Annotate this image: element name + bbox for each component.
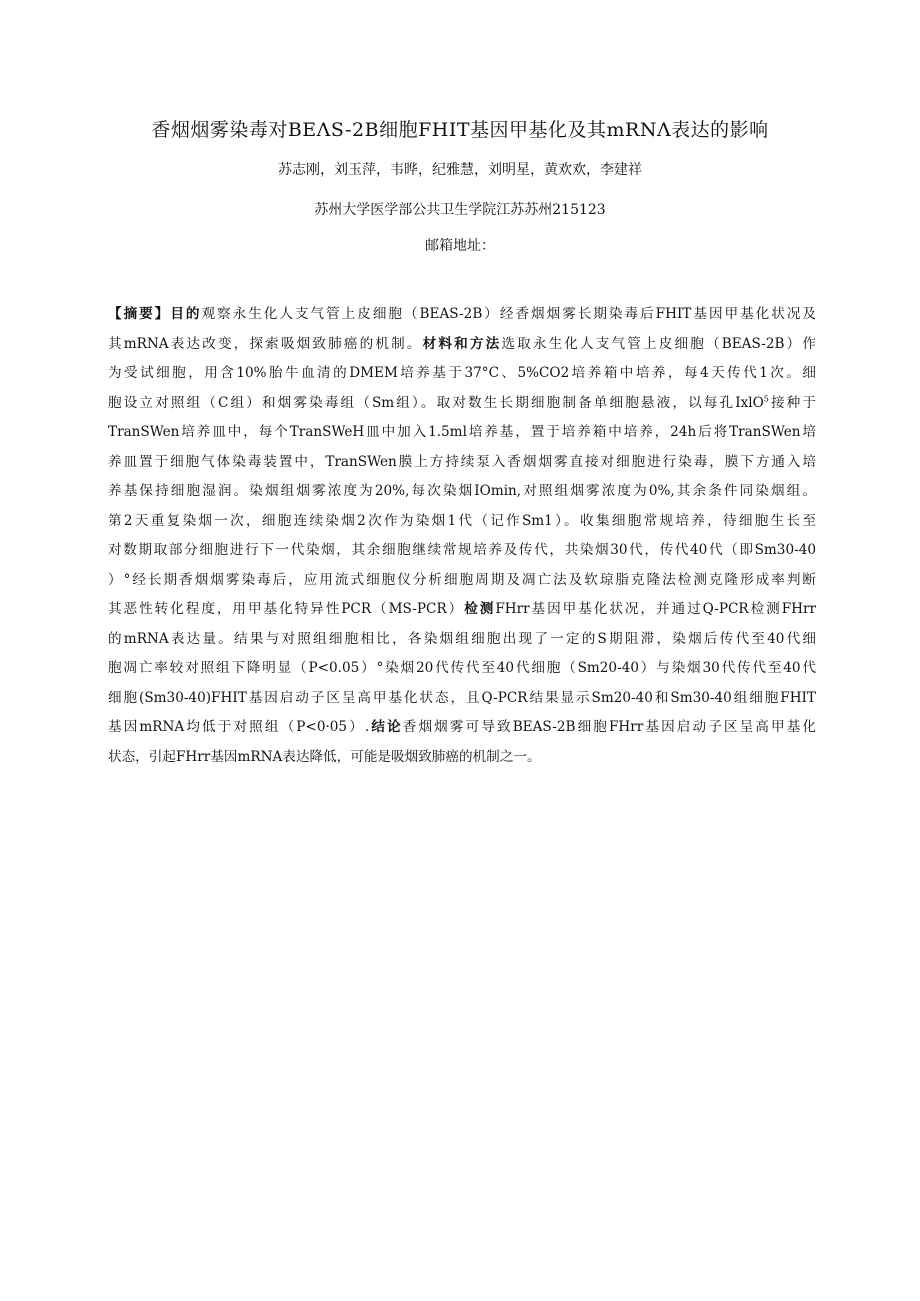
affiliation: 苏州大学医学部公共卫生学院江苏苏州215123 (314, 202, 606, 218)
abstract-line: 对数期取部分细胞进行下一代染烟，其余细胞继续常规培养及传代，共染烟30代，传代40代（即Sm30-40 (108, 542, 816, 558)
abstract-text: 胞设立对照组（C组）和烟雾染毒组（Sm组）。取对数生长期细胞制备单细胞悬液，以每孔IxlO (108, 394, 764, 411)
purpose-label: 目的 (170, 306, 202, 322)
abstract-line: 状态，引起FHrr基因mRNA表达降低，可能是吸烟致肺癌的机制之一。 (108, 748, 541, 765)
abstract-line: 胞凋亡率较对照组下降明显（P<0.05）°染烟20代传代至40代细胞（Sm20-40）与染烟30代传代至40代 (108, 660, 816, 676)
abstract-line: 第2天重复染烟一次，细胞连续染烟2次作为染烟1代（记作Sm1）。收集细胞常规培养，待细胞生长至 (108, 512, 816, 529)
abstract-line: ）°经长期香烟烟雾染毒后，应用流式细胞仪分析细胞周期及凋亡法及软琼脂克隆法检测克隆形成率判断 (108, 571, 816, 588)
abstract-line: 养皿置于细胞气体染毒装置中，TranSWen膜上方持续泵入香烟烟雾直接对细胞进行染毒，膜下方通入培 (108, 453, 816, 470)
superscript: 5 (763, 393, 769, 403)
abstract-heading: 【摘要】 (108, 306, 171, 322)
paper-title: 香烟烟雾染毒对BEΛS-2B细胞FHIT基因甲基化及其mRNΛ表达的影响 (151, 119, 769, 141)
abstract-line (108, 300, 816, 330)
abstract-line (108, 595, 816, 625)
methods-label: 材料和方法 (422, 335, 502, 352)
abstract-text: 观察永生化人支气管上皮细胞（BEAS-2B）经香烟烟雾长期染毒后FHIT基因甲基化状况及 (201, 306, 816, 322)
abstract-text: 选取永生化人支气管上皮细胞（BEAS-2B）作 (501, 335, 816, 352)
abstract-line (108, 713, 816, 743)
conclusion-label: 结论 (369, 719, 403, 735)
abstract-line (108, 389, 816, 419)
detect-label: 检测 (464, 601, 496, 617)
abstract-text: 香烟烟雾可导致BEAS-2B细胞FHrr基因启动子区呈高甲基化 (402, 719, 816, 735)
abstract-line: 为受试细胞，用含10%胎牛血清的DMEM培养基于37°C、5%CO2培养箱中培养，每4天传代1次。细 (108, 365, 816, 381)
abstract-text: 其恶性转化程度，用甲基化特异性PCR（MS-PCR） (108, 601, 465, 617)
abstract-line: 细胞(Sm30-40)FHIT基因启动子区呈高甲基化状态，且Q-PCR结果显示Sm20-40和Sm30-40组细胞FHIT (108, 689, 816, 706)
abstract-line: 的mRNA表达量。结果与对照组细胞相比，各染烟组细胞出现了一定的S期阻滞，染烟后传代至40代细 (108, 630, 816, 647)
abstract-body (108, 300, 816, 772)
abstract-line (108, 330, 816, 360)
abstract-text: 基因mRNA均低于对照组（P<0·05）. (108, 719, 370, 735)
abstract-line: 养基保持细胞湿润。染烟组烟雾浓度为20%,每次染烟IOmin,对照组烟雾浓度为0%,其余条件同染烟组。 (108, 483, 816, 499)
abstract-text: 接种于 (768, 394, 816, 411)
author-list: 苏志刚，刘玉萍，韦晔，纪雅慧，刘明星，黄欢欢，李建祥 (278, 162, 642, 178)
abstract-text: FHrr基因甲基化状况，并通过Q-PCR检测FHrr (495, 601, 816, 617)
email-label: 邮箱地址： (425, 238, 495, 254)
abstract-text: 其mRNA表达改变，探索吸烟致肺癌的机制。 (108, 335, 423, 352)
abstract-line: TranSWen培养皿中，每个TranSWeH皿中加入1.5ml培养基，置于培养箱中培养，24h后将TranSWen培 (108, 424, 816, 440)
